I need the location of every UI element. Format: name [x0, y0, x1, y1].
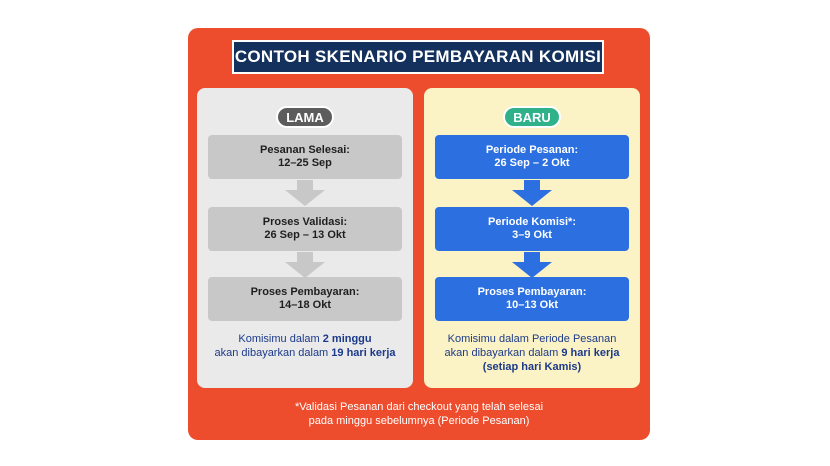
new-step-payment: [435, 277, 629, 321]
footnote: [188, 400, 650, 428]
old-scheme-badge: LAMA: [276, 106, 334, 128]
page-title: CONTOH SKENARIO PEMBAYARAN KOMISI: [232, 40, 604, 74]
step-value: 12–25 Sep: [278, 157, 332, 169]
down-arrow-icon: [285, 252, 325, 278]
step-title: Proses Pembayaran:: [250, 286, 360, 298]
step-title: Pesanan Selesai:: [260, 144, 350, 156]
step-title: Proses Validasi:: [262, 216, 348, 228]
step-value: 10–13 Okt: [506, 299, 558, 311]
footnote-line: *Validasi Pesanan dari checkout yang telah selesai: [294, 401, 544, 413]
step-value: 26 Sep – 2 Okt: [494, 157, 570, 169]
summary-highlight: (setiap hari Kamis): [482, 361, 582, 373]
old-step-order-completed: [208, 135, 402, 179]
summary-text: akan dibayarkan dalam: [444, 347, 562, 359]
step-value: 26 Sep – 13 Okt: [264, 229, 346, 241]
footnote-line: pada minggu sebelumnya (Periode Pesanan): [308, 415, 530, 427]
summary-text: Komisimu dalam Periode Pesanan: [447, 333, 617, 345]
summary-highlight: 2 minggu: [322, 333, 372, 345]
new-step-commission-period: [435, 207, 629, 251]
step-value: 3–9 Okt: [512, 229, 552, 241]
summary-text: Komisimu dalam: [238, 333, 323, 345]
new-scheme-panel: [424, 88, 640, 388]
step-value: 14–18 Okt: [279, 299, 331, 311]
down-arrow-icon: [512, 180, 552, 206]
old-scheme-summary: [203, 332, 407, 360]
new-scheme-badge: BARU: [503, 106, 561, 128]
summary-text: akan dibayarkan dalam: [214, 347, 332, 359]
step-title: Periode Pesanan:: [485, 144, 579, 156]
old-step-validation: [208, 207, 402, 251]
summary-highlight: 19 hari kerja: [331, 347, 396, 359]
down-arrow-icon: [512, 252, 552, 278]
down-arrow-icon: [285, 180, 325, 206]
old-scheme-panel: [197, 88, 413, 388]
new-step-order-period: [435, 135, 629, 179]
summary-highlight: 9 hari kerja: [561, 347, 620, 359]
step-title: Periode Komisi*:: [487, 216, 577, 228]
step-title: Proses Pembayaran:: [477, 286, 587, 298]
new-scheme-summary: [430, 332, 634, 374]
old-step-payment: [208, 277, 402, 321]
